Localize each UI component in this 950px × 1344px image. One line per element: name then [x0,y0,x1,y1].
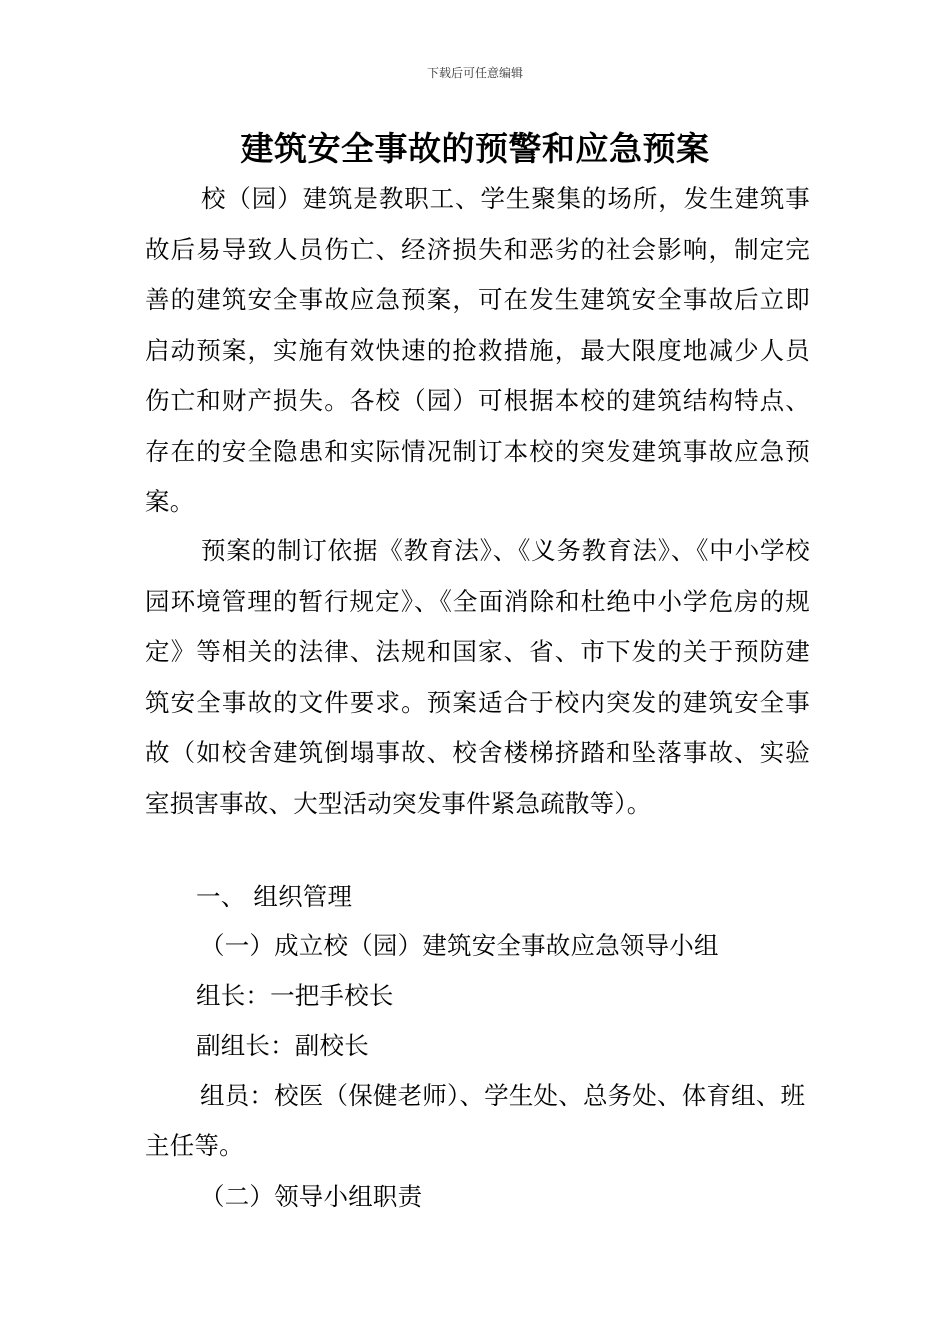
subsection-heading-leading-group: （一）成立校（园）建筑安全事故应急领导小组 [200,931,719,960]
vice-leader-line: 副组长：副校长 [196,1031,369,1060]
document-body [145,174,810,528]
members-line: 组员：校医（保健老师）、学生处、总务处、体育组、班主任等。 [145,1081,806,1160]
header-note: 下载后可任意编辑 [426,66,523,80]
paragraph-basis: 预案的制订依据《教育法》、《义务教育法》、《中小学校园环境管理的暂行规定》、《全面消除和杜绝中小学危房的规定》等相关的法律、法规和国家、省、市下发的关于预防建筑安全事故的文件要求。预案适合于校内突发的建筑安全事故（如校舍建筑倒塌事故、校舍楼梯挤踏和坠落事故、实验室损害事故、大型活动突发事件紧急疏散等）。 [145,536,810,818]
document-title: 建筑安全事故的预警和应急预案 [240,129,710,168]
group-leader-line: 组长：一把手校长 [196,981,394,1010]
paragraph-intro: 校（园）建筑是教职工、学生聚集的场所，发生建筑事故后易导致人员伤亡、经济损失和恶劣的社会影响，制定完善的建筑安全事故应急预案，可在发生建筑安全事故后立即启动预案，实施有效快速的抢救措施，最大限度地减少人员伤亡和财产损失。各校（园）可根据本校的建筑结构特点、存在的安全隐患和实际情况制订本校的突发建筑事故应急预案。 [145,184,810,516]
section-heading-organization: 一、 组织管理 [196,882,353,911]
subsection-heading-responsibilities: （二）领导小组职责 [200,1182,423,1211]
document-body-2 [145,526,810,829]
